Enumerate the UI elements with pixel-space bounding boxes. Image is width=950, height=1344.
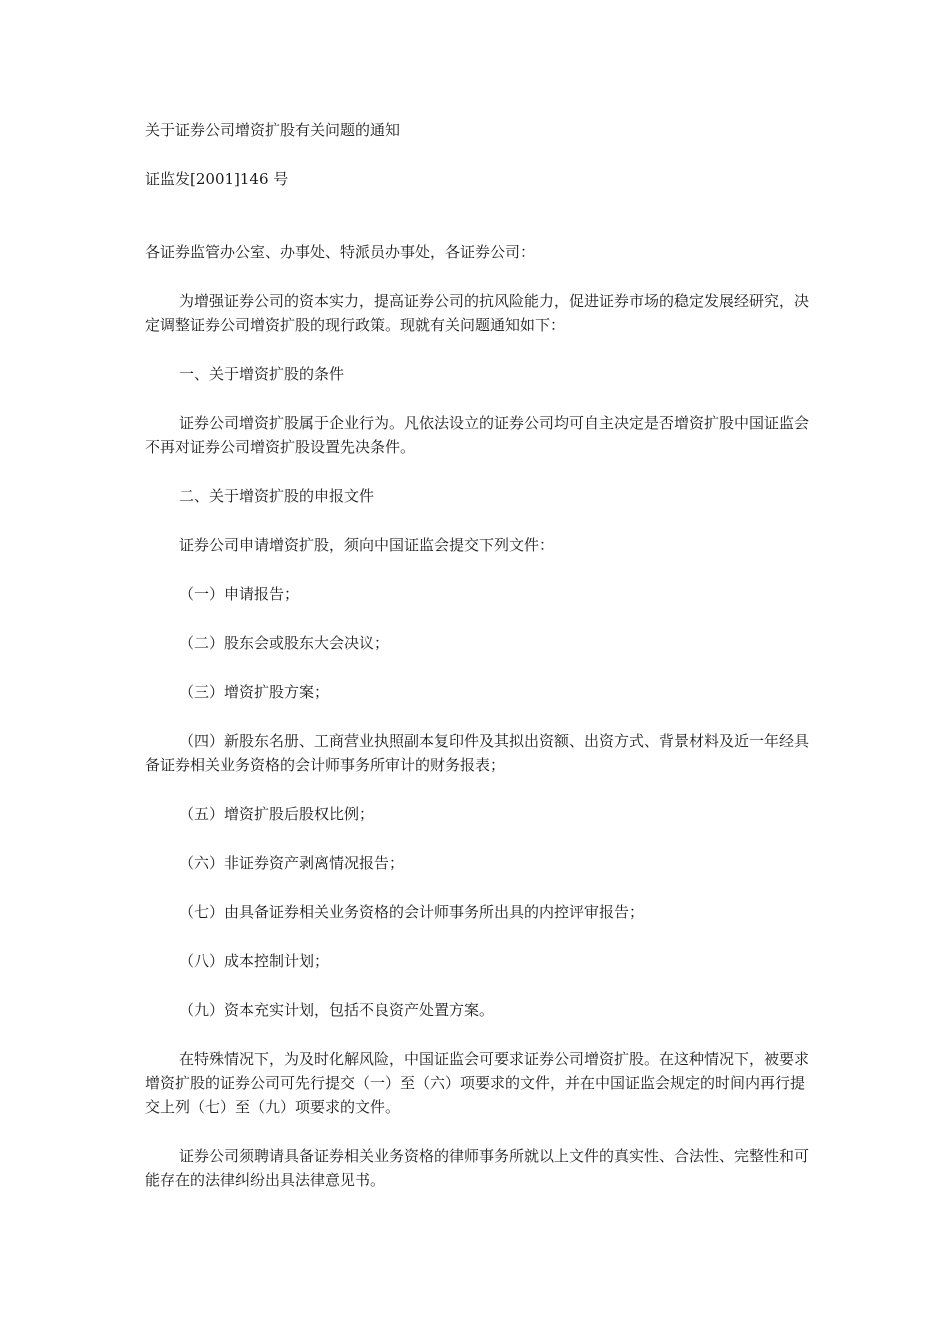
list-item: （四）新股东名册、工商营业执照副本复印件及其拟出资额、出资方式、背景材料及近一年经具备证券相关业务资格的会计师事务所审计的财务报表； xyxy=(145,732,810,774)
list-item: （一）申请报告； xyxy=(179,585,300,603)
intro-paragraph: 为增强证券公司的资本实力，提高证券公司的抗风险能力，促进证券市场的稳定发展经研究，决定调整证券公司增资扩股的现行政策。现就有关问题通知如下： xyxy=(145,292,810,334)
list-item: （三）增资扩股方案； xyxy=(179,683,330,701)
section-heading-conditions: 一、关于增资扩股的条件 xyxy=(179,365,345,383)
list-item: （五）增资扩股后股权比例； xyxy=(179,805,375,823)
document-number: 证监发[2001]146 号 xyxy=(145,170,289,188)
document-body xyxy=(145,118,811,1192)
section-body-conditions: 证券公司增资扩股属于企业行为。凡依法设立的证券公司均可自主决定是否增资扩股中国证监会不再对证券公司增资扩股设置先决条件。 xyxy=(145,414,810,456)
list-item: （七）由具备证券相关业务资格的会计师事务所出具的内控评审报告； xyxy=(179,903,645,921)
section-intro-documents: 证券公司申请增资扩股，须向中国证监会提交下列文件： xyxy=(179,536,555,554)
special-case-paragraph: 在特殊情况下，为及时化解风险，中国证监会可要求证券公司增资扩股。在这种情况下，被要求增资扩股的证券公司可先行提交（一）至（六）项要求的文件，并在中国证监会规定的时间内再行提交上列（七）至（九）项要求的文件。 xyxy=(145,1050,810,1116)
addressee-line: 各证券监管办公室、办事处、特派员办事处，各证券公司： xyxy=(145,243,536,261)
section-heading-documents: 二、关于增资扩股的申报文件 xyxy=(179,487,375,505)
list-item: （二）股东会或股东大会决议； xyxy=(179,634,390,652)
document-title: 关于证券公司增资扩股有关问题的通知 xyxy=(145,121,401,139)
list-item: （八）成本控制计划； xyxy=(179,952,330,970)
list-item: （六）非证券资产剥离情况报告； xyxy=(179,854,405,872)
list-item: （九）资本充实计划，包括不良资产处置方案。 xyxy=(179,1001,495,1019)
lawyer-opinion-paragraph: 证券公司须聘请具备证券相关业务资格的律师事务所就以上文件的真实性、合法性、完整性和可能存在的法律纠纷出具法律意见书。 xyxy=(145,1147,810,1189)
